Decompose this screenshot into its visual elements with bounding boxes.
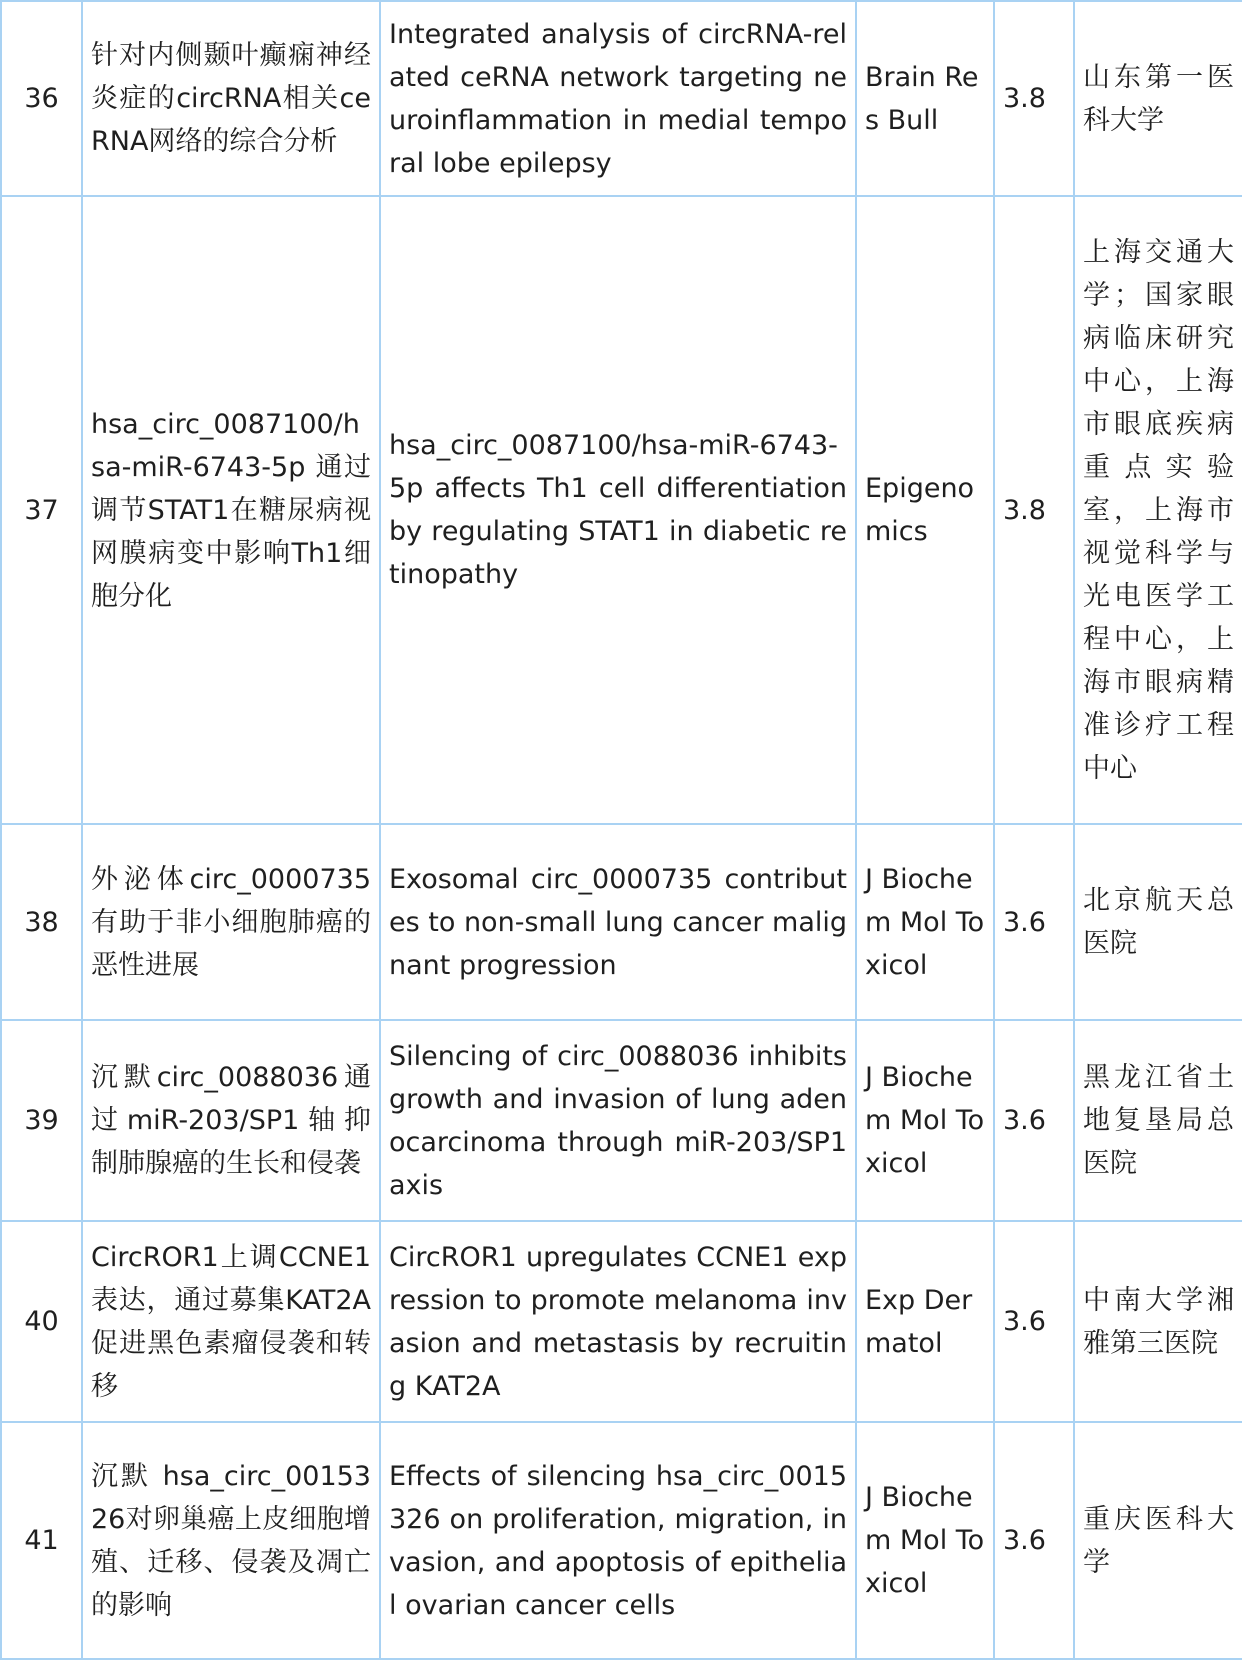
english-title: Effects of silencing hsa_circ_0015326 on proliferation, migration, invasion, and apoptosis of epithelial ovarian cancer cells — [380, 1422, 856, 1659]
table-row — [1, 1, 1242, 196]
english-title: Silencing of circ_0088036 inhibits growth and invasion of lung adenocarcinoma through miR-203/SP1 axis — [380, 1020, 856, 1221]
journal-name: J Biochem Mol Toxicol — [856, 1422, 994, 1659]
table-row — [1, 196, 1242, 824]
journal-name: Exp Dermatol — [856, 1221, 994, 1422]
chinese-title: 针对内侧颞叶癫痫神经炎症的circRNA相关ceRNA网络的综合分析 — [82, 1, 380, 196]
table-row — [1, 1020, 1242, 1221]
impact-factor: 3.6 — [994, 824, 1074, 1020]
institution: 山东第一医科大学 — [1074, 1, 1242, 196]
journal-name: J Biochem Mol Toxicol — [856, 824, 994, 1020]
institution: 中南大学湘雅第三医院 — [1074, 1221, 1242, 1422]
row-number: 41 — [1, 1422, 82, 1659]
table-row — [1, 824, 1242, 1020]
english-title: CircROR1 upregulates CCNE1 expression to promote melanoma invasion and metastasis by recruiting KAT2A — [380, 1221, 856, 1422]
english-title: Integrated analysis of circRNA-related ceRNA network targeting neuroinflammation in medial temporal lobe epilepsy — [380, 1, 856, 196]
impact-factor: 3.6 — [994, 1221, 1074, 1422]
impact-factor: 3.6 — [994, 1422, 1074, 1659]
row-number: 36 — [1, 1, 82, 196]
table-row — [1, 1422, 1242, 1659]
table-row — [1, 1221, 1242, 1422]
row-number: 40 — [1, 1221, 82, 1422]
journal-name: J Biochem Mol Toxicol — [856, 1020, 994, 1221]
institution: 重庆医科大学 — [1074, 1422, 1242, 1659]
impact-factor: 3.8 — [994, 196, 1074, 824]
row-number: 38 — [1, 824, 82, 1020]
row-number: 37 — [1, 196, 82, 824]
row-number: 39 — [1, 1020, 82, 1221]
impact-factor: 3.6 — [994, 1020, 1074, 1221]
english-title: hsa_circ_0087100/hsa-miR-6743-5p affects Th1 cell differentiation by regulating STAT1 in diabetic retinopathy — [380, 196, 856, 824]
institution: 黑龙江省土地复垦局总医院 — [1074, 1020, 1242, 1221]
chinese-title: CircROR1上调CCNE1表达，通过募集KAT2A促进黑色素瘤侵袭和转移 — [82, 1221, 380, 1422]
english-title: Exosomal circ_0000735 contributes to non-small lung cancer malignant progression — [380, 824, 856, 1020]
journal-name: Brain Res Bull — [856, 1, 994, 196]
chinese-title: 沉默circ_0088036通过miR-203/SP1轴抑制肺腺癌的生长和侵袭 — [82, 1020, 380, 1221]
chinese-title: hsa_circ_0087100/hsa-miR-6743-5p 通过调节STAT1在糖尿病视网膜病变中影响Th1细胞分化 — [82, 196, 380, 824]
impact-factor: 3.8 — [994, 1, 1074, 196]
institution: 上海交通大学；国家眼病临床研究中心，上海市眼底疾病重点实验室，上海市视觉科学与光电医学工程中心，上海市眼病精准诊疗工程中心 — [1074, 196, 1242, 824]
institution: 北京航天总医院 — [1074, 824, 1242, 1020]
journal-name: Epigenomics — [856, 196, 994, 824]
chinese-title: 外泌体circ_0000735有助于非小细胞肺癌的恶性进展 — [82, 824, 380, 1020]
chinese-title: 沉默 hsa_circ_0015326对卵巢癌上皮细胞增殖、迁移、侵袭及凋亡的影响 — [82, 1422, 380, 1659]
